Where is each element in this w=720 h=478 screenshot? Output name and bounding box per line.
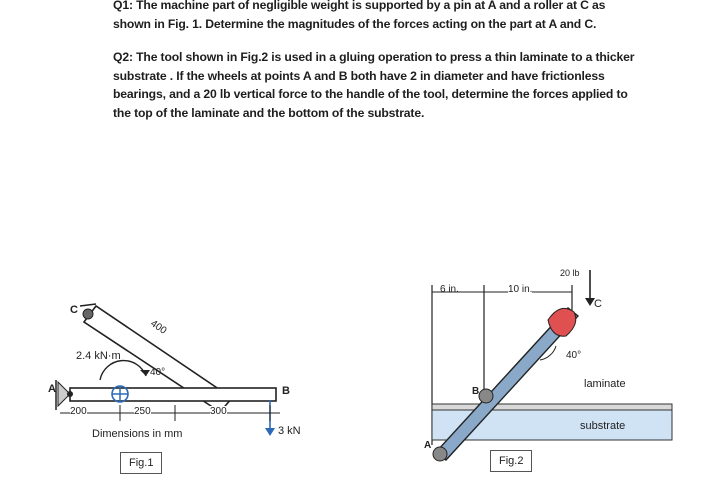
question-2-line-2: substrate . If the wheels at points A and B both have 2 in diameter and have frictionless [113, 68, 605, 83]
question-2-line-1: Q2: The tool shown in Fig.2 is used in a gluing operation to press a thin laminate to a thicker [113, 50, 635, 64]
fig1-dim-250: 250 [134, 406, 151, 417]
fig1-moment-label: 2.4 kN·m [76, 350, 121, 362]
fig2-laminate-layer [432, 404, 672, 410]
fig2-angle-label: 40° [566, 350, 582, 361]
fig2-wheel-b [479, 389, 493, 403]
fig2-label-b: B [472, 386, 480, 397]
question-2-line-3: bearings, and a 20 lb vertical force to the handle of the tool, determine the forces applied to [113, 87, 628, 101]
fig1-angle-label: 40° [150, 367, 166, 378]
fig1-dim-300: 300 [210, 406, 227, 417]
fig2-force-label: 20 lb [560, 268, 580, 278]
fig2-substrate-label: substrate [580, 420, 626, 432]
question-1-line-2: shown in Fig. 1. Determine the magnitudes of the forces acting on the part at A and C. [113, 16, 597, 31]
fig1-label-b: B [282, 385, 290, 397]
fig2-label-c: C [594, 298, 602, 310]
fig2-label-a: A [424, 440, 432, 451]
fig2-laminate-label: laminate [584, 378, 626, 390]
question-2-line-4: the top of the laminate and the bottom of the substrate. [113, 105, 425, 120]
fig2-caption: Fig.2 [490, 450, 532, 472]
fig1-units-note: Dimensions in mm [92, 428, 183, 440]
fig2-wheel-a [433, 447, 447, 461]
question-1-line-1: Q1: The machine part of negligible weight is supported by a pin at A and a roller at C as [113, 0, 606, 12]
fig1-dim-200: 200 [70, 406, 87, 417]
fig1-force-label: 3 kN [278, 425, 301, 437]
fig1-dim-400: 400 [148, 318, 169, 337]
fig1-label-a: A [48, 383, 56, 395]
fig1-caption: Fig.1 [120, 452, 162, 474]
fig1-label-c: C [70, 304, 78, 316]
fig2-dim-10in: 10 in. [508, 284, 533, 295]
fig2-dim-6in: 6 in. [440, 284, 459, 295]
